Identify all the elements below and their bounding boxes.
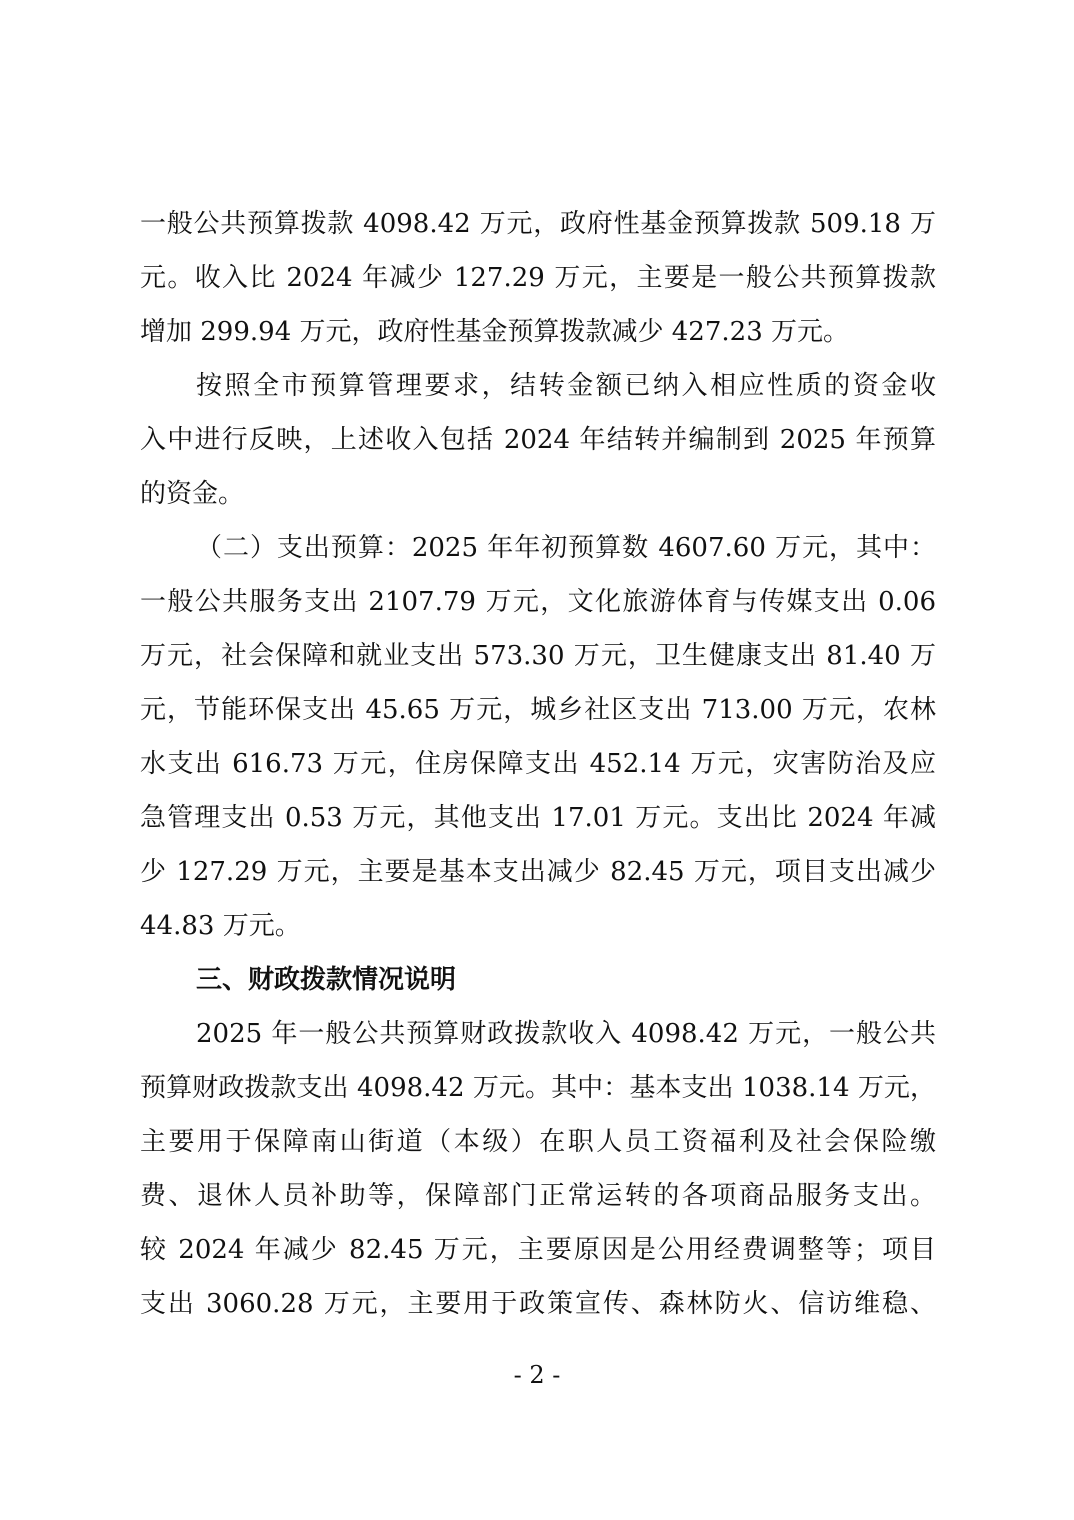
paragraph-3-line-3: 万元，社会保障和就业支出 573.30 万元，卫生健康支出 81.40 万 [140,641,936,671]
paragraph-1-line-1: 一般公共预算拨款 4098.42 万元，政府性基金预算拨款 509.18 万 [140,209,936,239]
paragraph-4-line-5: 较 2024 年减少 82.45 万元，主要原因是公用经费调整等；项目 [140,1235,936,1265]
paragraph-4-line-3: 主要用于保障南山街道（本级）在职人员工资福利及社会保险缴 [140,1127,936,1157]
paragraph-3-line-6: 急管理支出 0.53 万元，其他支出 17.01 万元。支出比 2024 年减 [140,803,936,833]
paragraph-2-line-2: 入中进行反映，上述收入包括 2024 年结转并编制到 2025 年预算 [140,425,936,455]
paragraph-2-line-1: 按照全市预算管理要求，结转金额已纳入相应性质的资金收 [196,371,936,401]
paragraph-1-line-3: 增加 299.94 万元，政府性基金预算拨款减少 427.23 万元。 [140,317,850,347]
paragraph-2-line-3: 的资金。 [140,479,245,509]
paragraph-4-line-2: 预算财政拨款支出 4098.42 万元。其中：基本支出 1038.14 万元， [140,1073,936,1103]
paragraph-3-line-8: 44.83 万元。 [140,911,301,941]
paragraph-3-line-5: 水支出 616.73 万元，住房保障支出 452.14 万元，灾害防治及应 [140,749,936,779]
paragraph-4-line-1: 2025 年一般公共预算财政拨款收入 4098.42 万元，一般公共 [196,1019,936,1049]
paragraph-4-line-4: 费、退休人员补助等，保障部门正常运转的各项商品服务支出。 [140,1181,936,1211]
paragraph-3-line-4: 元，节能环保支出 45.65 万元，城乡社区支出 713.00 万元，农林 [140,695,936,725]
paragraph-3-line-1: （二）支出预算：2025 年年初预算数 4607.60 万元，其中： [196,533,936,563]
paragraph-1-line-2: 元。收入比 2024 年减少 127.29 万元，主要是一般公共预算拨款 [140,263,936,293]
paragraph-3-line-7: 少 127.29 万元，主要是基本支出减少 82.45 万元，项目支出减少 [140,857,936,887]
paragraph-4-line-6: 支出 3060.28 万元，主要用于政策宣传、森林防火、信访维稳、 [140,1289,936,1319]
page-number: - 2 - [513,1361,561,1389]
paragraph-3-line-2: 一般公共服务支出 2107.79 万元，文化旅游体育与传媒支出 0.06 [140,587,936,617]
section-heading: 三、财政拨款情况说明 [196,965,457,995]
